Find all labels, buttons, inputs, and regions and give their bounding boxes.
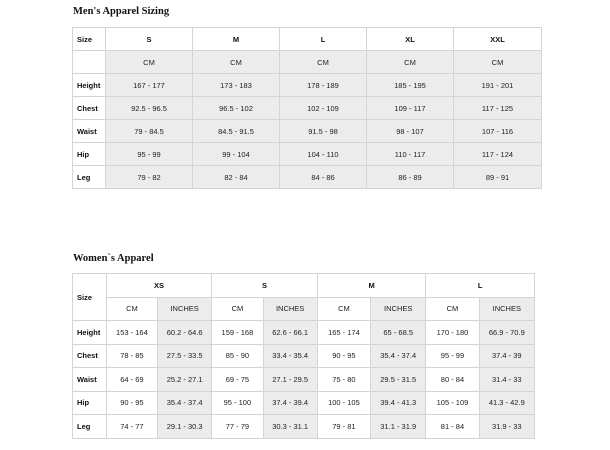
table-cell: 31.9 - 33 xyxy=(479,415,534,439)
row-label: Leg xyxy=(73,166,106,189)
size-header: XS xyxy=(106,274,212,298)
table-cell: 110 - 117 xyxy=(367,143,454,166)
unit-label-inches: INCHES xyxy=(263,297,317,321)
table-cell: 178 - 189 xyxy=(280,74,367,97)
size-header: M xyxy=(193,28,280,51)
table-row xyxy=(73,368,535,392)
table-cell: 33.4 - 35.4 xyxy=(263,344,317,368)
table-cell: 27.1 - 29.5 xyxy=(263,368,317,392)
table-cell: 117 - 125 xyxy=(454,97,542,120)
table-cell: 99 - 104 xyxy=(193,143,280,166)
table-cell: 86 - 89 xyxy=(367,166,454,189)
table-cell: 82 - 84 xyxy=(193,166,280,189)
unit-label: CM xyxy=(367,51,454,74)
row-label: Chest xyxy=(73,97,106,120)
table-row xyxy=(73,415,535,439)
table-cell: 84 - 86 xyxy=(280,166,367,189)
unit-label: CM xyxy=(454,51,542,74)
size-header-row xyxy=(73,274,535,298)
table-cell: 81 - 84 xyxy=(426,415,479,439)
table-row xyxy=(73,321,535,345)
size-header: S xyxy=(106,28,193,51)
row-label: Waist xyxy=(73,368,107,392)
table-cell: 95 - 100 xyxy=(212,391,263,415)
table-row xyxy=(73,120,542,143)
table-cell: 90 - 95 xyxy=(317,344,370,368)
table-cell: 95 - 99 xyxy=(426,344,479,368)
unit-label-inches: INCHES xyxy=(371,297,426,321)
table-cell: 84.5 - 91.5 xyxy=(193,120,280,143)
womens-sizing-table xyxy=(72,273,535,439)
table-cell: 29.5 - 31.5 xyxy=(371,368,426,392)
table-cell: 65 - 68.5 xyxy=(371,321,426,345)
size-header: XL xyxy=(367,28,454,51)
table-row xyxy=(73,74,542,97)
table-cell: 170 - 180 xyxy=(426,321,479,345)
table-cell: 79 - 84.5 xyxy=(106,120,193,143)
unit-label-cm: CM xyxy=(426,297,479,321)
row-label: Hip xyxy=(73,143,106,166)
size-header: L xyxy=(426,274,535,298)
mens-sizing-table xyxy=(72,27,542,189)
table-cell: 167 - 177 xyxy=(106,74,193,97)
unit-label: CM xyxy=(280,51,367,74)
table-cell: 185 - 195 xyxy=(367,74,454,97)
unit-row xyxy=(73,51,542,74)
size-header: M xyxy=(317,274,426,298)
unit-label-inches: INCHES xyxy=(479,297,534,321)
table-cell: 95 - 99 xyxy=(106,143,193,166)
table-cell: 35.4 - 37.4 xyxy=(371,344,426,368)
table-row xyxy=(73,143,542,166)
table-cell: 79 - 82 xyxy=(106,166,193,189)
table-row xyxy=(73,344,535,368)
size-header-row xyxy=(73,28,542,51)
table-row xyxy=(73,391,535,415)
table-cell: 64 - 69 xyxy=(106,368,157,392)
size-header: XXL xyxy=(454,28,542,51)
table-cell: 29.1 - 30.3 xyxy=(158,415,212,439)
table-cell: 60.2 - 64.6 xyxy=(158,321,212,345)
table-cell: 117 - 124 xyxy=(454,143,542,166)
table-cell: 100 - 105 xyxy=(317,391,370,415)
table-cell: 31.1 - 31.9 xyxy=(371,415,426,439)
unit-row xyxy=(73,297,535,321)
size-column-label: Size xyxy=(73,28,106,51)
table-cell: 37.4 - 39.4 xyxy=(263,391,317,415)
row-label: Height xyxy=(73,321,107,345)
table-cell: 98 - 107 xyxy=(367,120,454,143)
table-cell: 35.4 - 37.4 xyxy=(158,391,212,415)
table-cell: 27.5 - 33.5 xyxy=(158,344,212,368)
table-cell: 31.4 - 33 xyxy=(479,368,534,392)
table-cell: 66.9 - 70.9 xyxy=(479,321,534,345)
table-cell: 107 - 116 xyxy=(454,120,542,143)
unit-label: CM xyxy=(106,51,193,74)
table-cell: 165 - 174 xyxy=(317,321,370,345)
table-cell: 41.3 - 42.9 xyxy=(479,391,534,415)
table-cell: 85 - 90 xyxy=(212,344,263,368)
size-column-label: Size xyxy=(73,274,107,321)
table-cell: 79 - 81 xyxy=(317,415,370,439)
unit-label-cm: CM xyxy=(212,297,263,321)
row-label: Leg xyxy=(73,415,107,439)
table-cell: 89 - 91 xyxy=(454,166,542,189)
table-cell: 191 - 201 xyxy=(454,74,542,97)
table-cell: 74 - 77 xyxy=(106,415,157,439)
table-cell: 104 - 110 xyxy=(280,143,367,166)
table-cell: 173 - 183 xyxy=(193,74,280,97)
row-label: Height xyxy=(73,74,106,97)
womens-sizing-title: Women`s Apparel xyxy=(73,253,154,264)
table-cell: 109 - 117 xyxy=(367,97,454,120)
table-cell: 91.5 - 98 xyxy=(280,120,367,143)
table-cell: 78 - 85 xyxy=(106,344,157,368)
table-cell: 159 - 168 xyxy=(212,321,263,345)
table-cell: 96.5 - 102 xyxy=(193,97,280,120)
mens-sizing-title: Men's Apparel Sizing xyxy=(73,6,170,17)
table-row xyxy=(73,97,542,120)
size-header: S xyxy=(212,274,318,298)
table-cell: 80 - 84 xyxy=(426,368,479,392)
table-cell: 75 - 80 xyxy=(317,368,370,392)
table-row xyxy=(73,166,542,189)
unit-label-inches: INCHES xyxy=(158,297,212,321)
table-cell: 92.5 - 96.5 xyxy=(106,97,193,120)
row-label: Hip xyxy=(73,391,107,415)
table-cell: 37.4 - 39 xyxy=(479,344,534,368)
row-label: Chest xyxy=(73,344,107,368)
table-cell: 30.3 - 31.1 xyxy=(263,415,317,439)
table-cell: 25.2 - 27.1 xyxy=(158,368,212,392)
table-cell: 39.4 - 41.3 xyxy=(371,391,426,415)
size-header: L xyxy=(280,28,367,51)
table-cell: 62.6 - 66.1 xyxy=(263,321,317,345)
unit-label-cm: CM xyxy=(317,297,370,321)
unit-label: CM xyxy=(193,51,280,74)
table-cell: 69 - 75 xyxy=(212,368,263,392)
table-cell: 77 - 79 xyxy=(212,415,263,439)
row-label: Waist xyxy=(73,120,106,143)
table-cell: 105 - 109 xyxy=(426,391,479,415)
unit-row-blank xyxy=(73,51,106,74)
table-cell: 90 - 95 xyxy=(106,391,157,415)
table-cell: 102 - 109 xyxy=(280,97,367,120)
unit-label-cm: CM xyxy=(106,297,157,321)
table-cell: 153 - 164 xyxy=(106,321,157,345)
